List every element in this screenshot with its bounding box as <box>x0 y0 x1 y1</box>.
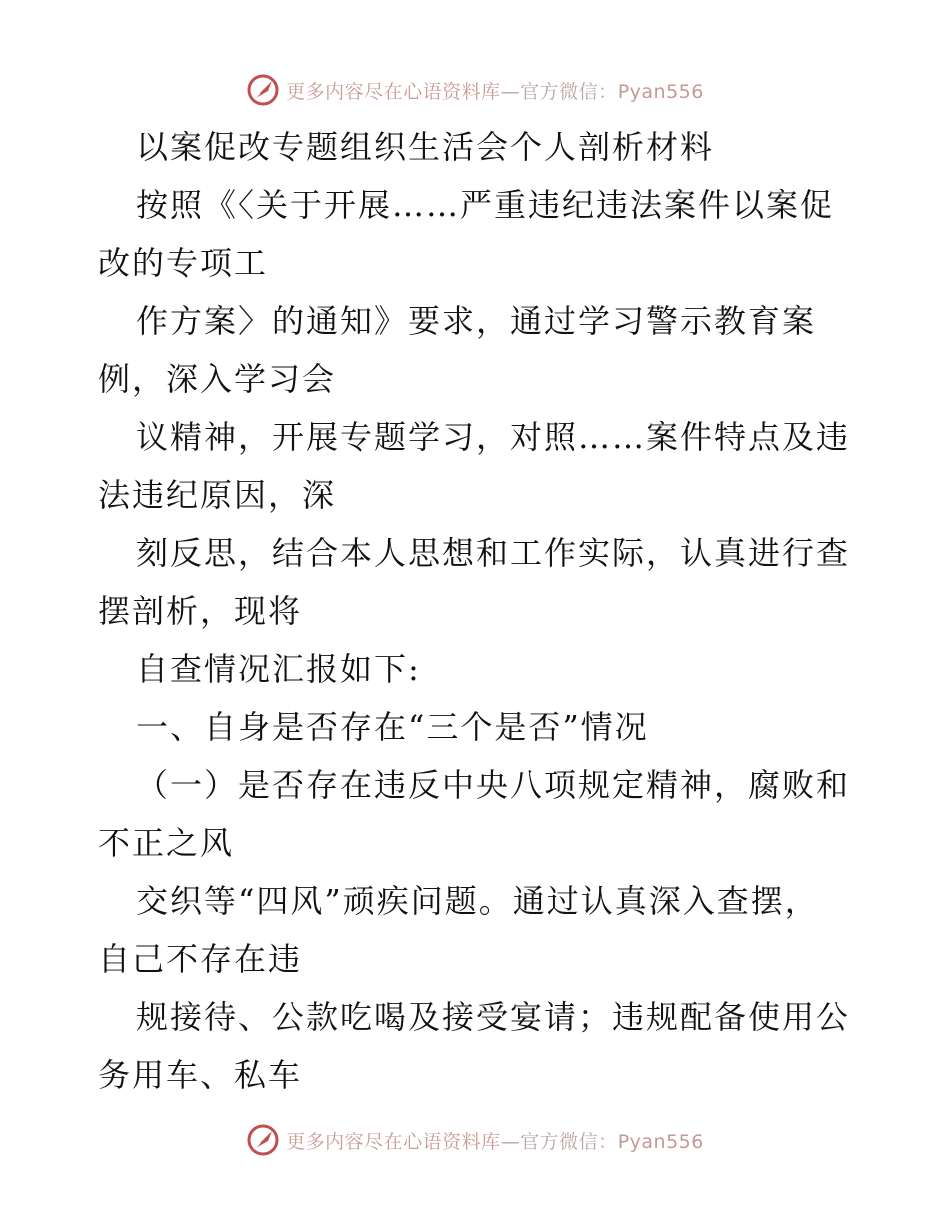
watermark-text <box>286 1127 704 1154</box>
doc-line: 议精神，开展专题学习，对照……案件特点及违 <box>136 418 851 456</box>
watermark-sep: —官方微信： <box>500 80 618 103</box>
doc-line: 交织等“四风”顽疾问题。通过认真深入查摆， <box>136 882 819 920</box>
doc-line: （一）是否存在违反中央八项规定精神，腐败和 <box>136 766 851 804</box>
watermark-id: Pyan556 <box>617 80 704 103</box>
doc-line: 规接待、公款吃喝及接受宴请；违规配备使用公 <box>136 998 851 1036</box>
doc-line: 以案促改专题组织生活会个人剖析材料 <box>136 128 715 166</box>
doc-line: 摆剖析，现将 <box>98 592 303 630</box>
quill-logo-icon <box>246 73 280 107</box>
doc-line: 按照《〈关于开展……严重违纪违法案件以案促 <box>136 186 835 224</box>
doc-line: 一、自身是否存在“三个是否”情况 <box>136 708 649 746</box>
doc-line: 务用车、私车 <box>98 1056 303 1094</box>
watermark-text <box>286 77 704 104</box>
doc-line: 自己不存在违 <box>98 940 303 978</box>
doc-line: 自查情况汇报如下: <box>136 650 421 688</box>
watermark-footer <box>0 1120 950 1160</box>
doc-line: 刻反思，结合本人思想和工作实际，认真进行查 <box>136 534 851 572</box>
doc-line: 改的专项工 <box>98 244 269 282</box>
watermark-main: 更多内容尽在心语资料库 <box>286 80 501 103</box>
doc-line: 不正之风 <box>98 824 235 862</box>
watermark-main: 更多内容尽在心语资料库 <box>286 1130 501 1153</box>
watermark-id: Pyan556 <box>617 1130 704 1153</box>
document-body <box>98 118 858 1104</box>
watermark-sep: —官方微信： <box>500 1130 618 1153</box>
doc-line: 法违纪原因，深 <box>98 476 337 514</box>
watermark-header <box>0 70 950 110</box>
doc-line: 作方案〉的通知》要求，通过学习警示教育案 <box>136 302 817 340</box>
quill-logo-icon <box>246 1123 280 1157</box>
doc-line: 例，深入学习会 <box>98 360 337 398</box>
